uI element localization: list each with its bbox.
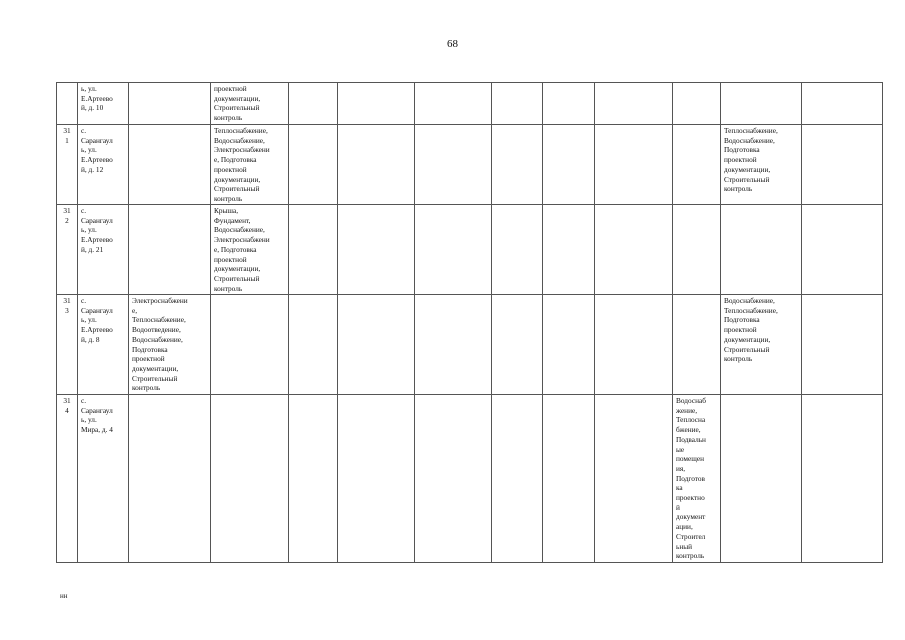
cell-row-number — [57, 83, 78, 125]
cell-works — [673, 83, 721, 125]
cell-works — [129, 125, 211, 205]
cell-works — [802, 125, 883, 205]
cell-works: Теплоснабжение, Водоснабжение, Электроснабжени е, Подготовка проектной документации, Строительный контроль — [211, 125, 289, 205]
cell-works — [289, 205, 338, 295]
cell-works — [415, 83, 492, 125]
table-row — [57, 125, 883, 205]
table-row — [57, 83, 883, 125]
cell-works — [673, 205, 721, 295]
cell-works — [289, 83, 338, 125]
cell-works — [543, 395, 595, 563]
page-number: 68 — [447, 38, 458, 50]
cell-works — [595, 205, 673, 295]
cell-works — [543, 295, 595, 395]
table-row — [57, 395, 883, 563]
cell-works: Водоснаб жение, Теплосна бжение, Подвальн ые помещен ия, Подготов ка проектно й документ ации, Строител ьный контроль — [673, 395, 721, 563]
cell-works — [338, 395, 415, 563]
cell-row-number: 31 2 — [57, 205, 78, 295]
cell-works — [289, 125, 338, 205]
cell-works — [595, 395, 673, 563]
cell-works — [289, 295, 338, 395]
cell-row-number: 31 1 — [57, 125, 78, 205]
cell-works — [802, 395, 883, 563]
cell-works — [129, 83, 211, 125]
footer-mark: нн — [60, 592, 68, 600]
cell-works — [543, 83, 595, 125]
cell-works — [211, 395, 289, 563]
cell-works — [338, 125, 415, 205]
cell-works — [543, 125, 595, 205]
cell-address: с. Сарангаул ь, ул. Е.Артеево й, д. 21 — [78, 205, 129, 295]
cell-works — [595, 83, 673, 125]
cell-works — [338, 295, 415, 395]
cell-works — [129, 205, 211, 295]
table-row — [57, 295, 883, 395]
cell-works: Водоснабжение, Теплоснабжение, Подготовка проектной документации, Строительный контроль — [721, 295, 802, 395]
cell-row-number: 31 3 — [57, 295, 78, 395]
cell-works — [543, 205, 595, 295]
cell-address: с. Сарангаул ь, ул. Е.Артеево й, д. 12 — [78, 125, 129, 205]
cell-works — [673, 125, 721, 205]
cell-works — [492, 205, 543, 295]
cell-works — [673, 295, 721, 395]
cell-works — [492, 395, 543, 563]
cell-works — [721, 205, 802, 295]
cell-row-number: 31 4 — [57, 395, 78, 563]
cell-works — [802, 295, 883, 395]
cell-works: проектной документации, Строительный контроль — [211, 83, 289, 125]
cell-works — [721, 83, 802, 125]
cell-works — [289, 395, 338, 563]
cell-works — [802, 205, 883, 295]
cell-works — [492, 83, 543, 125]
cell-works — [338, 205, 415, 295]
cell-works: Теплоснабжение, Водоснабжение, Подготовка проектной документации, Строительный контроль — [721, 125, 802, 205]
cell-works — [415, 125, 492, 205]
cell-works — [211, 295, 289, 395]
cell-works: Крыша, Фундамент, Водоснабжение, Электроснабжени е, Подготовка проектной документации, Строительный контроль — [211, 205, 289, 295]
cell-works — [595, 295, 673, 395]
cell-works — [415, 295, 492, 395]
works-table — [56, 82, 883, 563]
cell-address: ь, ул. Е.Артеево й, д. 10 — [78, 83, 129, 125]
cell-works — [492, 125, 543, 205]
cell-works — [595, 125, 673, 205]
cell-address: с. Сарангаул ь, ул. Мира, д. 4 — [78, 395, 129, 563]
cell-works — [415, 205, 492, 295]
cell-works — [129, 395, 211, 563]
cell-works — [415, 395, 492, 563]
cell-works — [721, 395, 802, 563]
table-row — [57, 205, 883, 295]
cell-works — [338, 83, 415, 125]
cell-works — [802, 83, 883, 125]
cell-works: Электроснабжени е, Теплоснабжение, Водоотведение, Водоснабжение, Подготовка проектной документации, Строительный контроль — [129, 295, 211, 395]
cell-address: с. Сарангаул ь, ул. Е.Артеево й, д. 8 — [78, 295, 129, 395]
cell-works — [492, 295, 543, 395]
